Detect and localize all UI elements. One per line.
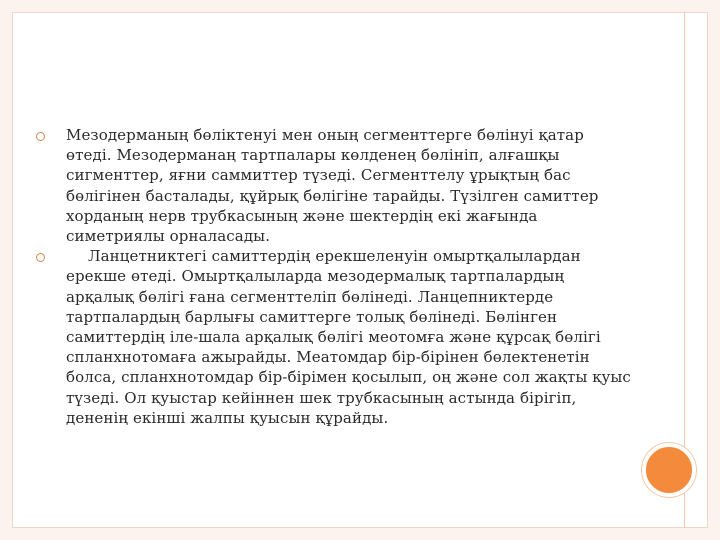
paragraph-text-2: Ланцетниктегі самиттердің ерекшеленуін омыртқалылардан ерекше өтеді. Омыртқалыларда мезодермалық тартпалардың арқалық бөлігі ғана сегменттеліп бөлінеді. Ланцепниктерде тартпалардың барлығы самиттерге толық бөлінеді. Бөлінген самиттердің іле-шала арқалық бөлігі меотомға және құрсақ бөлігі спланхнотомаға ажырайды. Меатомдар бір-бірінен бөлектенетін болса, спланхнотомдар бір-бірімен қосылып, оң және сол жақты қуыс түзеді. Ол қуыстар кейіннен шек трубкасының астында бірігіп, дененің екінші жалпы қуысын құрайды.	[66, 247, 631, 427]
ring-bullet-icon	[36, 132, 45, 141]
orange-circle-decoration	[642, 443, 696, 497]
bullet-paragraph-1	[36, 125, 631, 246]
slide-content	[36, 125, 631, 428]
bullet-paragraph-2	[36, 246, 631, 428]
paragraph-text-1: Мезодерманың бөліктенуі мен оның сегменттерге бөлінуі қатар өтеді. Мезодерманаң тартпалары көлденең бөлініп, алғашқы сигменттер, яғни саммиттер түзеді. Сегменттелу ұрықтың бас бөлігінен басталады, құйрық бөлігіне тарайды. Түзілген самиттер хорданың нерв трубкасының және шектердің екі жағында симетриялы орналасады.	[66, 126, 599, 246]
ring-bullet-icon	[36, 253, 45, 262]
